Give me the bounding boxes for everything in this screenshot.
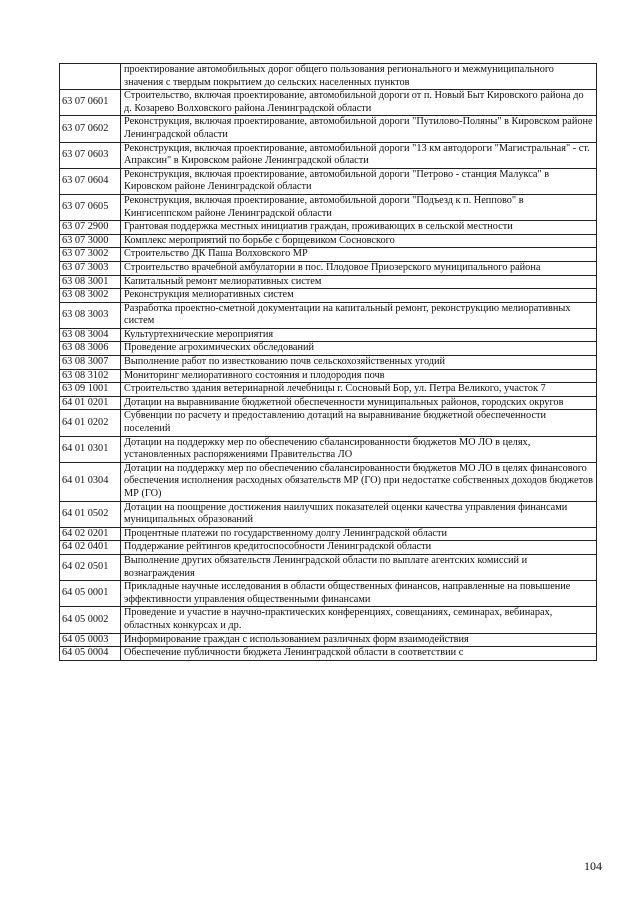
row-code-cell: 63 07 0601 bbox=[60, 90, 121, 116]
table-row bbox=[60, 221, 597, 235]
table-row bbox=[60, 328, 597, 342]
table-row bbox=[60, 647, 597, 661]
table-row bbox=[60, 541, 597, 555]
table-row bbox=[60, 554, 597, 580]
row-description-cell: Культуртехнические мероприятия bbox=[121, 328, 597, 342]
table-row bbox=[60, 383, 597, 397]
row-description-cell: Процентные платежи по государственному долгу Ленинградской области bbox=[121, 527, 597, 541]
row-code-cell: 63 07 3000 bbox=[60, 234, 121, 248]
row-description-cell: проектирование автомобильных дорог общего пользования регионального и межмуниципального значения с твердым покрытием до сельских населенных пунктов bbox=[121, 64, 597, 90]
table-row bbox=[60, 194, 597, 220]
table-row bbox=[60, 168, 597, 194]
row-description-cell: Строительство здания ветеринарной лечебницы г. Сосновый Бор, ул. Петра Великого, участок 7 bbox=[121, 383, 597, 397]
table-row bbox=[60, 633, 597, 647]
row-code-cell: 64 05 0003 bbox=[60, 633, 121, 647]
row-code-cell: 64 02 0401 bbox=[60, 541, 121, 555]
row-description-cell: Проведение и участие в научно-практических конференциях, совещаниях, семинарах, вебинарах, областных конкурсах и др. bbox=[121, 607, 597, 633]
row-description-cell: Дотации на выравнивание бюджетной обеспеченности муниципальных районов, городских округов bbox=[121, 396, 597, 410]
table-row bbox=[60, 356, 597, 370]
row-description-cell: Выполнение работ по известкованию почв сельскохозяйственных угодий bbox=[121, 356, 597, 370]
row-description-cell: Поддержание рейтингов кредитоспособности Ленинградской области bbox=[121, 541, 597, 555]
row-code-cell: 64 02 0201 bbox=[60, 527, 121, 541]
row-description-cell: Реконструкция, включая проектирование, автомобильной дороги "Петрово - станция Малукса" в Кировском районе Ленинградской области bbox=[121, 168, 597, 194]
row-code-cell: 63 08 3006 bbox=[60, 342, 121, 356]
row-code-cell: 64 05 0001 bbox=[60, 581, 121, 607]
row-code-cell: 63 07 0603 bbox=[60, 142, 121, 168]
row-description-cell: Грантовая поддержка местных инициатив граждан, проживающих в сельской местности bbox=[121, 221, 597, 235]
budget-code-table bbox=[59, 63, 597, 661]
row-code-cell bbox=[60, 64, 121, 90]
table-row bbox=[60, 436, 597, 462]
row-code-cell: 63 07 0602 bbox=[60, 116, 121, 142]
row-description-cell: Прикладные научные исследования в области общественных финансов, направленные на повышение эффективности управления общественными финансами bbox=[121, 581, 597, 607]
table-row bbox=[60, 462, 597, 501]
row-code-cell: 64 01 0202 bbox=[60, 410, 121, 436]
table-row bbox=[60, 501, 597, 527]
table-row bbox=[60, 275, 597, 289]
row-description-cell: Мониторинг мелиоративного состояния и плодородия почв bbox=[121, 369, 597, 383]
row-code-cell: 64 02 0501 bbox=[60, 554, 121, 580]
row-code-cell: 63 08 3003 bbox=[60, 302, 121, 328]
row-code-cell: 63 08 3001 bbox=[60, 275, 121, 289]
row-code-cell: 64 05 0004 bbox=[60, 647, 121, 661]
page-number: 104 bbox=[584, 859, 602, 873]
row-description-cell: Капитальный ремонт мелиоративных систем bbox=[121, 275, 597, 289]
table-row bbox=[60, 64, 597, 90]
row-code-cell: 63 07 0605 bbox=[60, 194, 121, 220]
table-row bbox=[60, 410, 597, 436]
row-description-cell: Дотации на поддержку мер по обеспечению сбалансированности бюджетов МО ЛО в целях, установленных распоряжениями Правительства ЛО bbox=[121, 436, 597, 462]
table-row bbox=[60, 90, 597, 116]
table-row bbox=[60, 581, 597, 607]
row-description-cell: Выполнение других обязательств Ленинградской области по выплате агентских комиссий и вознаграждения bbox=[121, 554, 597, 580]
row-description-cell: Реконструкция, включая проектирование, автомобильной дороги "13 км автодороги "Магистральная" - ст. Апраксин" в Кировском районе Ленинградской области bbox=[121, 142, 597, 168]
row-code-cell: 63 08 3007 bbox=[60, 356, 121, 370]
row-description-cell: Реконструкция, включая проектирование, автомобильной дороги "Путилово-Поляны" в Кировском районе Ленинградской области bbox=[121, 116, 597, 142]
row-description-cell: Строительство, включая проектирование, автомобильной дороги от п. Новый Быт Кировского района до д. Козарево Волховского района Ленинградской области bbox=[121, 90, 597, 116]
table-row bbox=[60, 342, 597, 356]
row-code-cell: 64 01 0502 bbox=[60, 501, 121, 527]
table-row bbox=[60, 607, 597, 633]
row-code-cell: 64 01 0301 bbox=[60, 436, 121, 462]
row-code-cell: 63 08 3102 bbox=[60, 369, 121, 383]
row-description-cell: Дотации на поощрение достижения наилучших показателей оценки качества управления финансами муниципальных образований bbox=[121, 501, 597, 527]
row-description-cell: Разработка проектно-сметной документации на капитальный ремонт, реконструкцию мелиоративных систем bbox=[121, 302, 597, 328]
table-row bbox=[60, 369, 597, 383]
row-description-cell: Субвенции по расчету и предоставлению дотаций на выравнивание бюджетной обеспеченности поселений bbox=[121, 410, 597, 436]
row-code-cell: 64 01 0201 bbox=[60, 396, 121, 410]
row-code-cell: 63 07 2900 bbox=[60, 221, 121, 235]
table-row bbox=[60, 302, 597, 328]
table-row bbox=[60, 527, 597, 541]
row-description-cell: Реконструкция, включая проектирование, автомобильной дороги "Подъезд к п. Неппово" в Кингисеппском районе Ленинградской области bbox=[121, 194, 597, 220]
row-code-cell: 64 05 0002 bbox=[60, 607, 121, 633]
row-code-cell: 63 07 3002 bbox=[60, 248, 121, 262]
row-description-cell: Строительство врачебной амбулатории в пос. Плодовое Приозерского муниципального района bbox=[121, 261, 597, 275]
row-description-cell: Информирование граждан с использованием различных форм взаимодействия bbox=[121, 633, 597, 647]
row-description-cell: Комплекс мероприятий по борьбе с борщевиком Сосновского bbox=[121, 234, 597, 248]
table-row bbox=[60, 234, 597, 248]
table-row bbox=[60, 248, 597, 262]
table-body bbox=[60, 64, 597, 661]
row-code-cell: 63 07 3003 bbox=[60, 261, 121, 275]
row-description-cell: Дотации на поддержку мер по обеспечению сбалансированности бюджетов МО ЛО в целях финансового обеспечения исполнения расходных обязательств МР (ГО) при недостатке собственных доходов бюджетов МР (ГО) bbox=[121, 462, 597, 501]
table-row bbox=[60, 116, 597, 142]
row-code-cell: 64 01 0304 bbox=[60, 462, 121, 501]
table-row bbox=[60, 396, 597, 410]
row-description-cell: Проведение агрохимических обследований bbox=[121, 342, 597, 356]
row-code-cell: 63 07 0604 bbox=[60, 168, 121, 194]
row-description-cell: Строительство ДК Паша Волховского МР bbox=[121, 248, 597, 262]
row-code-cell: 63 08 3002 bbox=[60, 289, 121, 303]
table-row bbox=[60, 289, 597, 303]
table-row bbox=[60, 142, 597, 168]
row-code-cell: 63 08 3004 bbox=[60, 328, 121, 342]
row-description-cell: Реконструкция мелиоративных систем bbox=[121, 289, 597, 303]
row-description-cell: Обеспечение публичности бюджета Ленинградской области в соответствии с bbox=[121, 647, 597, 661]
table-row bbox=[60, 261, 597, 275]
row-code-cell: 63 09 1001 bbox=[60, 383, 121, 397]
